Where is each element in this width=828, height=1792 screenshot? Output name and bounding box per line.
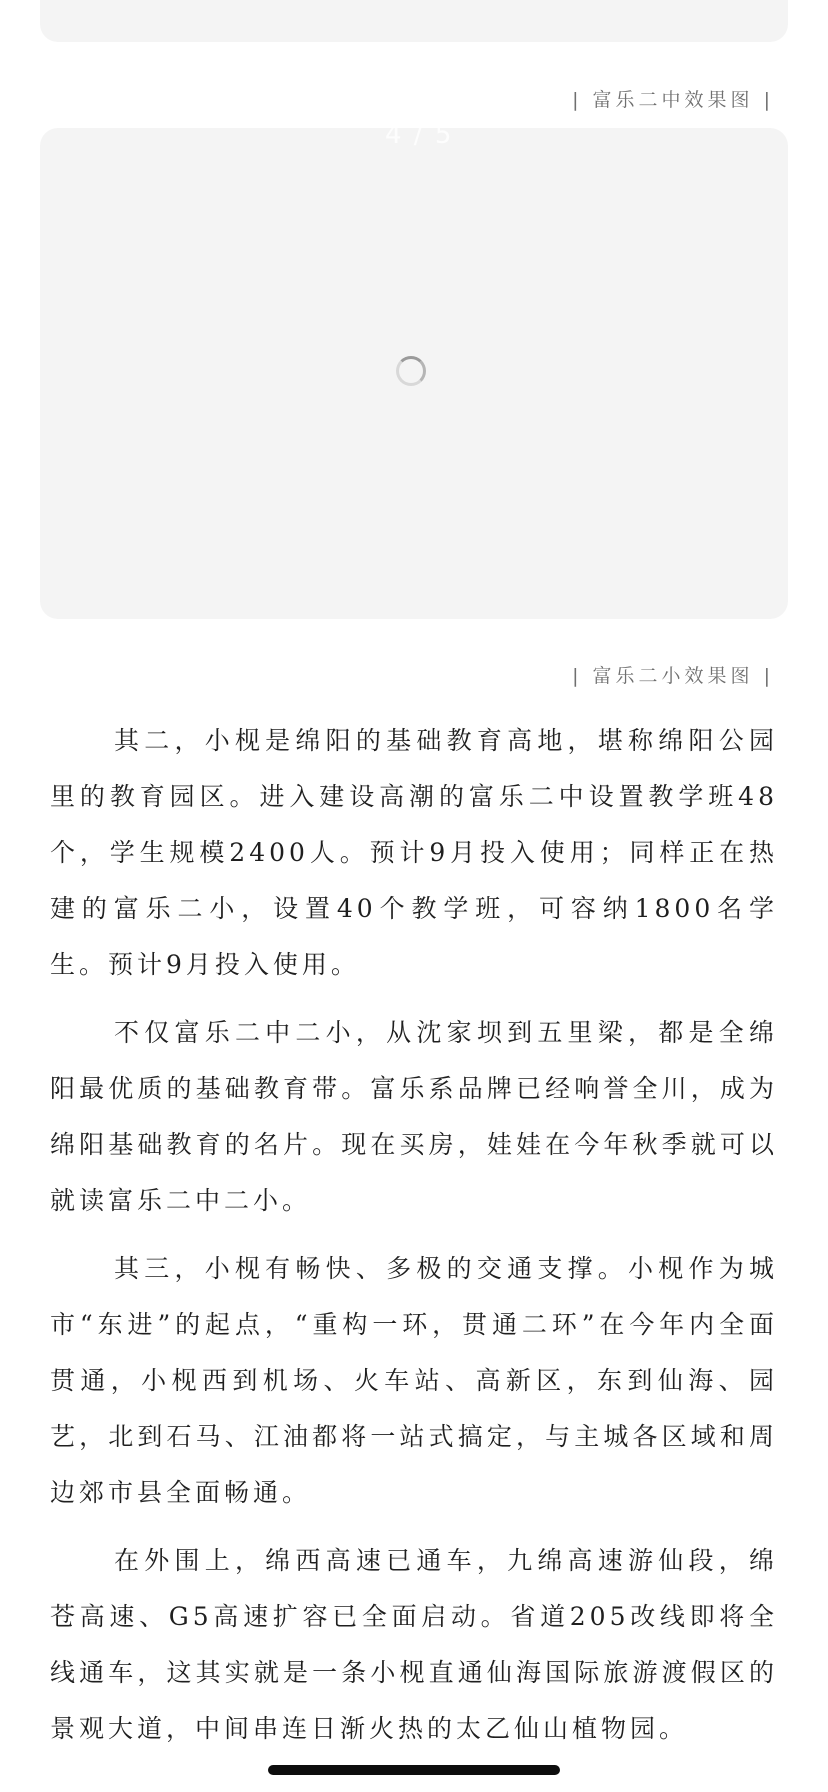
image-caption-fule-middle-school: | 富乐二中效果图 | (572, 89, 774, 111)
previous-image-placeholder (40, 0, 788, 42)
article-body (50, 713, 778, 1757)
article-paragraph: 不仅富乐二中二小，从沈家坝到五里梁，都是全绵阳最优质的基础教育带。富乐系品牌已经响誉全川，成为绵阳基础教育的名片。现在买房，娃娃在今年秋季就可以就读富乐二中二小。 (50, 1018, 778, 1215)
article-paragraph: 其二，小枧是绵阳的基础教育高地，堪称绵阳公园里的教育园区。进入建设高潮的富乐二中设置教学班48个，学生规模2400人。预计9月投入使用；同样正在热建的富乐二小，设置40个教学班，可容纳1800名学生。预计9月投入使用。 (50, 726, 778, 979)
image-caption-fule-primary-school: | 富乐二小效果图 | (572, 665, 774, 687)
loading-spinner-icon (396, 356, 426, 386)
gallery-page-indicator: 4 / 5 (385, 120, 454, 150)
article-paragraph: 其三，小枧有畅快、多极的交通支撑。小枧作为城市“东进”的起点，“重构一环，贯通二环”在今年内全面贯通，小枧西到机场、火车站、高新区，东到仙海、园艺，北到石马、江油都将一站式搞定，与主城各区域和周边郊市县全面畅通。 (50, 1254, 778, 1507)
article-paragraph: 在外围上，绵西高速已通车，九绵高速游仙段，绵苍高速、G5高速扩容已全面启动。省道205改线即将全线通车，这其实就是一条小枧直通仙海国际旅游渡假区的景观大道，中间串连日渐火热的太乙仙山植物园。 (50, 1546, 778, 1743)
home-indicator[interactable] (268, 1765, 560, 1775)
